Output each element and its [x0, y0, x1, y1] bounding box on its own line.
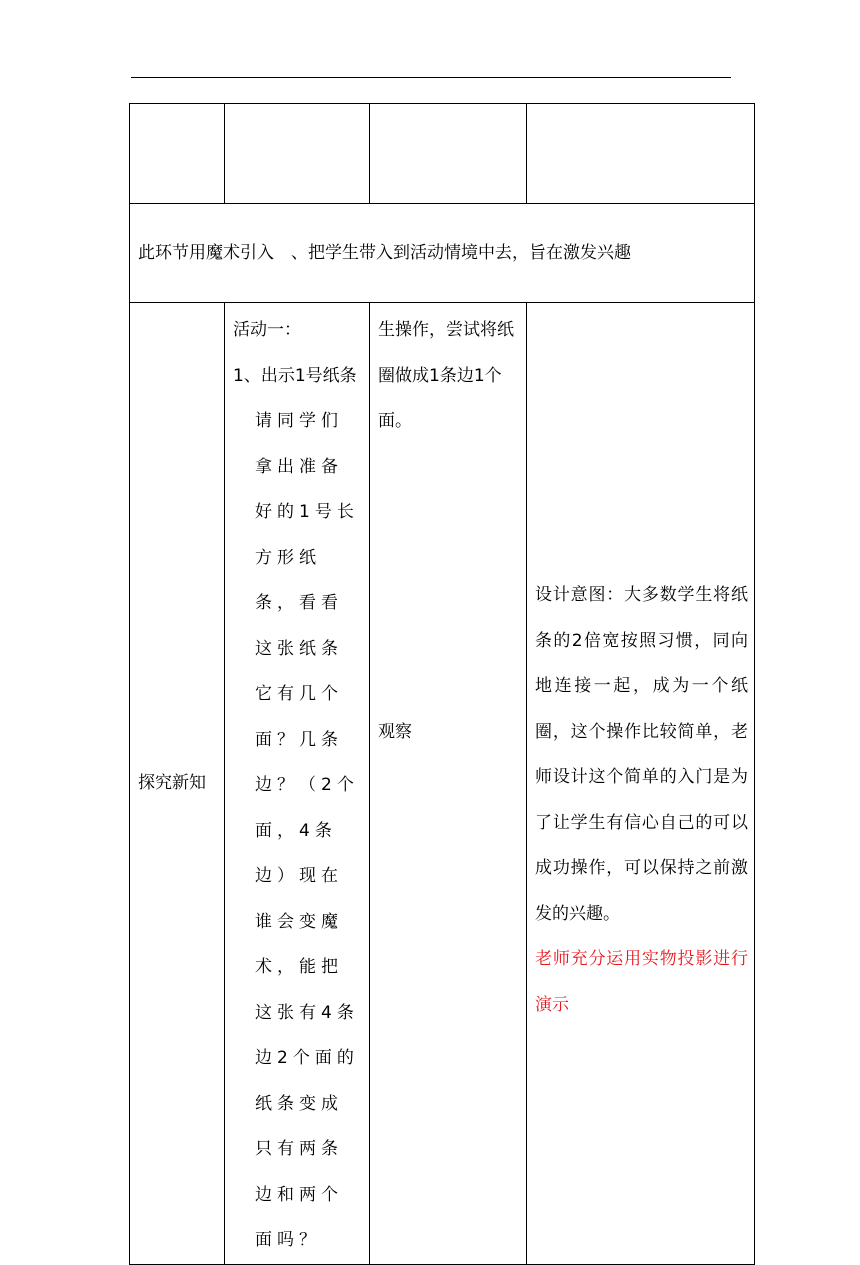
design-intent-text: 设计意图：大多数学生将纸条的2倍宽按照习惯，同向地连接一起，成为一个纸圈，这个操作比较简单，老师设计这个简单的入门是为了让学生有信心自己的可以成功操作，可以保持之前激发的兴趣。: [535, 585, 748, 924]
empty-cell: [370, 104, 527, 204]
empty-cell: [527, 104, 755, 204]
stage-label-cell: 探究新知: [130, 303, 225, 1265]
empty-cell: [130, 104, 225, 204]
empty-cell: [225, 104, 370, 204]
activity-step: 1、出示1号纸条: [233, 365, 357, 386]
student-observe-text: 观察: [378, 722, 412, 742]
table-row: [130, 104, 755, 204]
table-row: [130, 303, 755, 1265]
header-rule: [131, 77, 731, 78]
student-activity-cell: [370, 303, 527, 1265]
student-operate-text: 生操作，尝试将纸圈做成1条边1个面。: [378, 320, 514, 431]
design-intent-cell: [527, 303, 755, 1265]
activity-instruction: 请同学们拿出准备好的1号长方形纸条，看看这张纸条它有几个面？几条边？（2个面，4条边）现在谁会变魔术，能把这张有4条边2个面的纸条变成只有两条边和两个面吗？: [255, 411, 359, 1250]
intro-summary-cell: 此环节用魔术引入 、把学生带入到活动情境中去，旨在激发兴趣: [130, 204, 755, 303]
teacher-activity-cell: [225, 303, 370, 1265]
lesson-plan-table: [129, 103, 755, 1265]
design-note-text: 老师充分运用实物投影进行演示: [535, 949, 748, 1015]
table-row: [130, 204, 755, 303]
activity-title: 活动一：: [233, 320, 301, 340]
